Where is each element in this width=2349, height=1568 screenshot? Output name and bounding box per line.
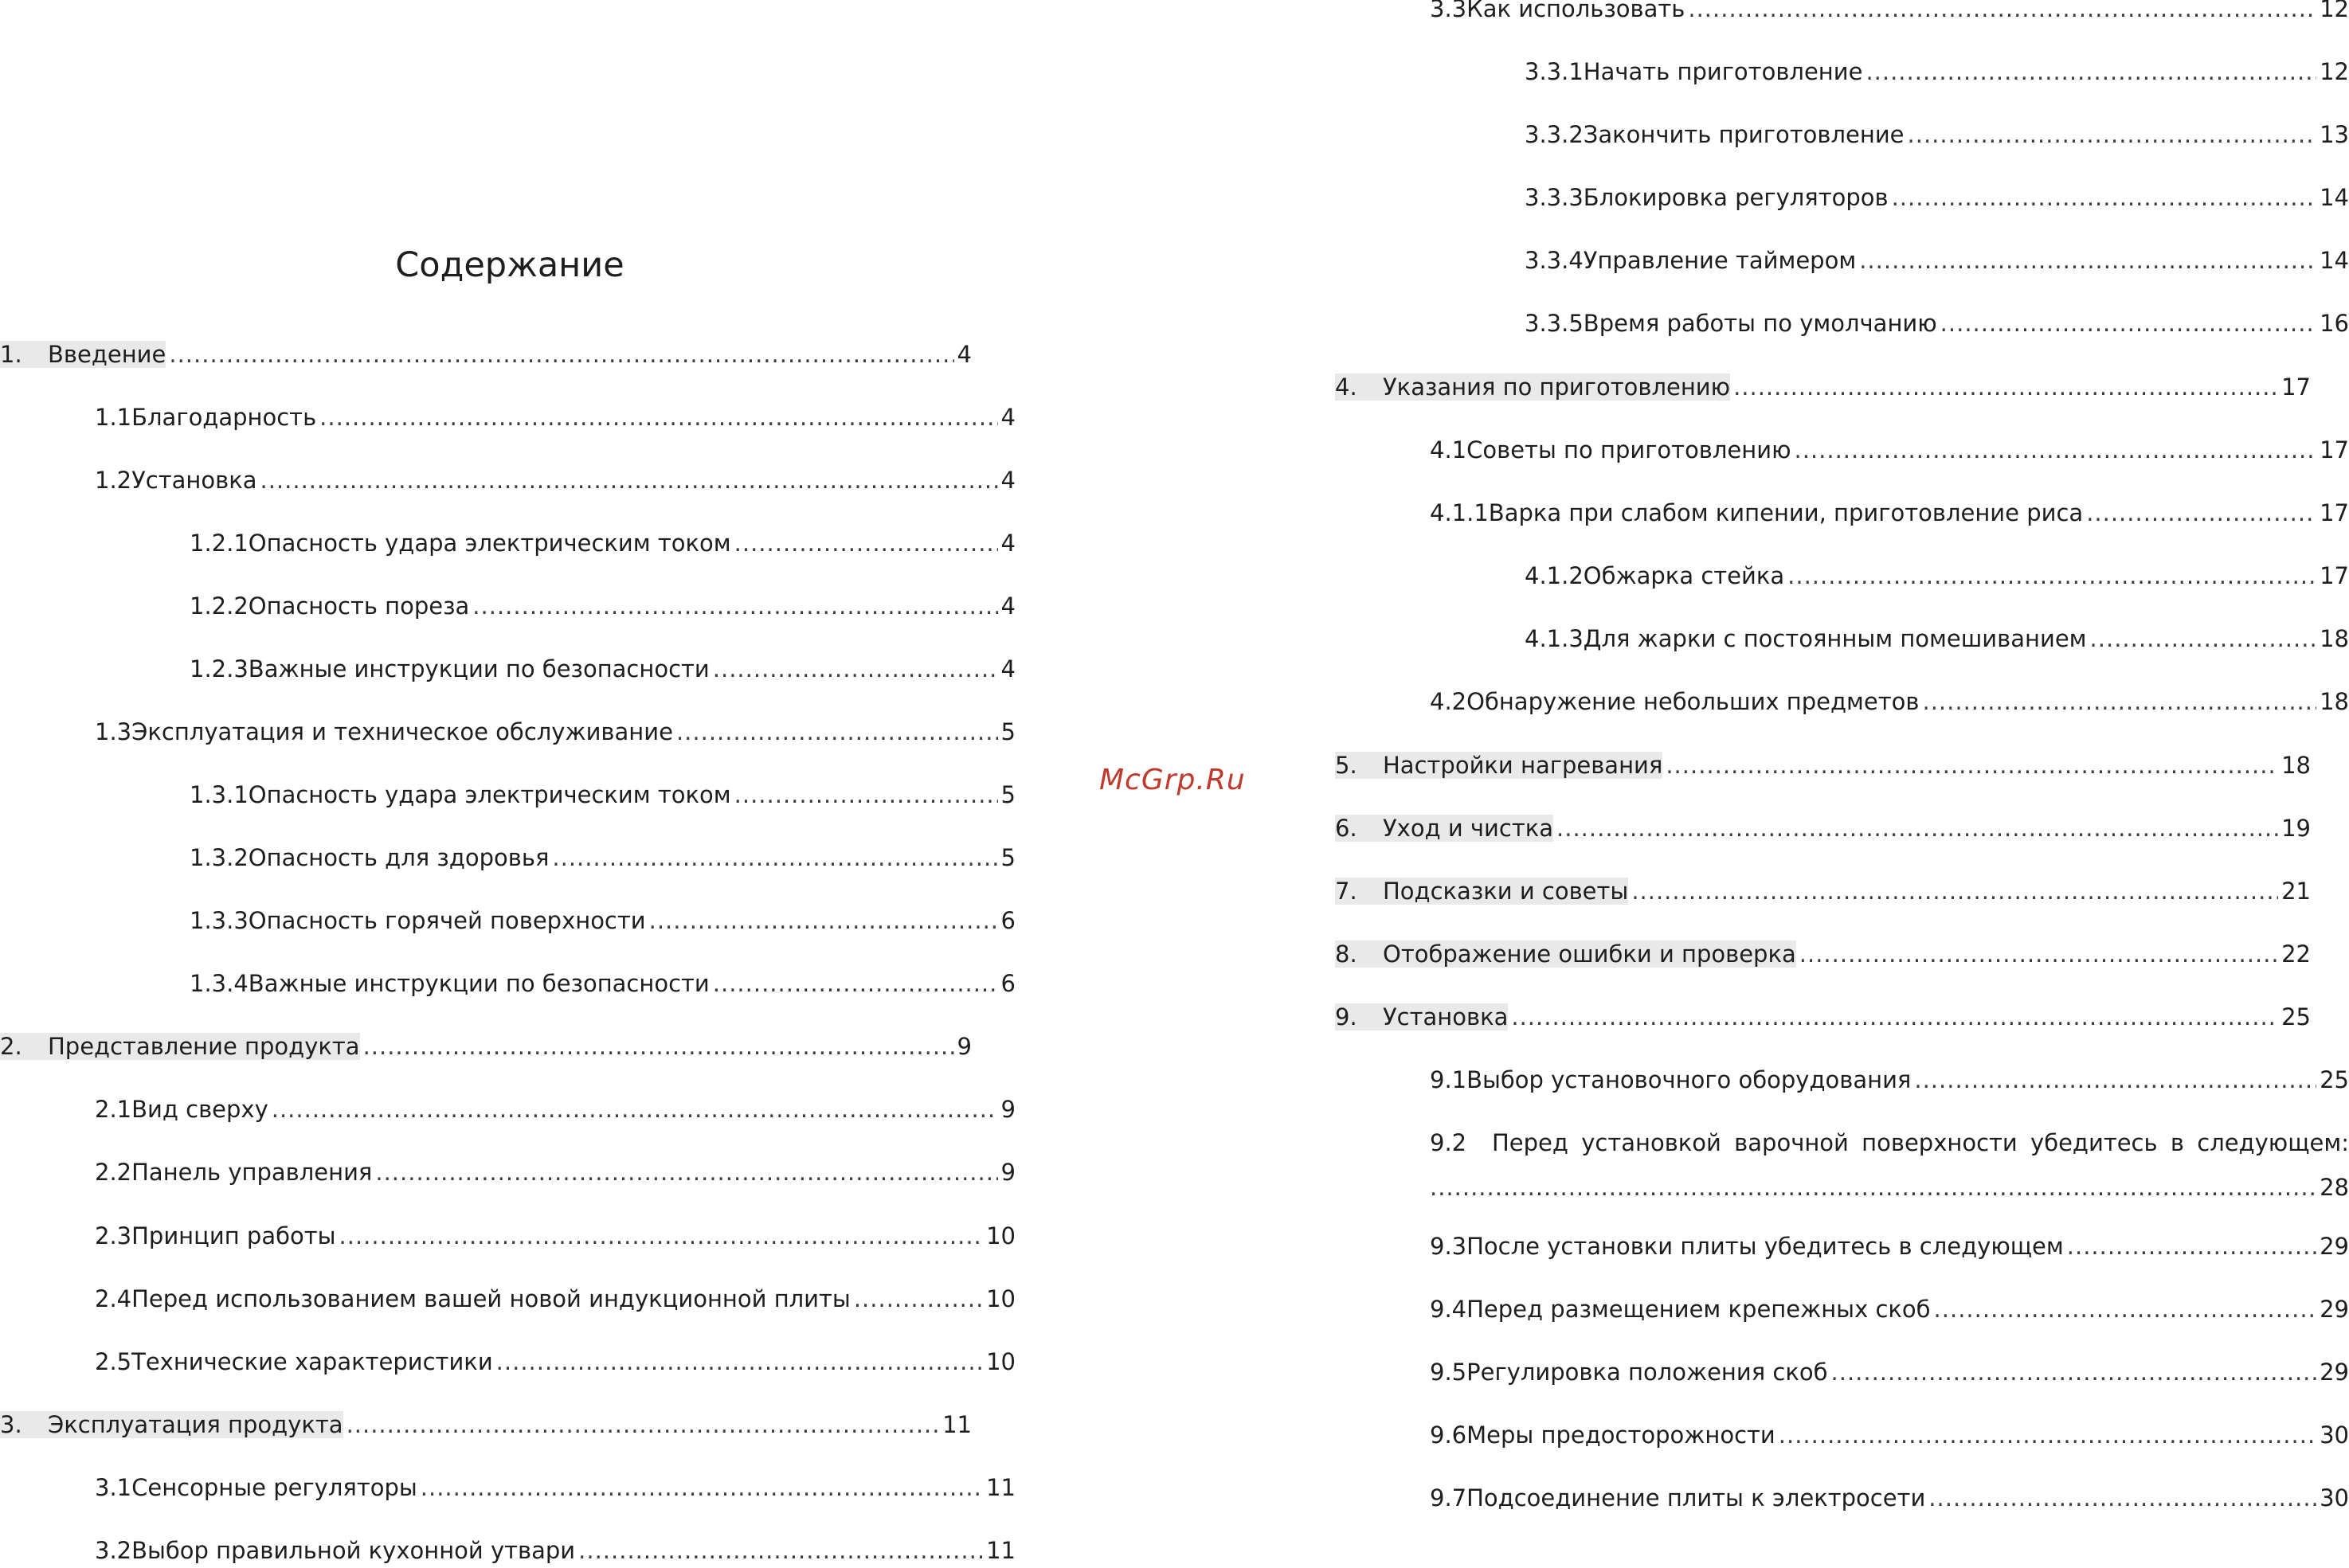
toc-number: 3.3.2 xyxy=(1525,121,1584,148)
toc-label: Панель управления xyxy=(131,1159,373,1186)
toc-page-number: 4 xyxy=(1000,655,1016,682)
toc-page-number: 30 xyxy=(2320,1421,2349,1449)
toc-page-number: 13 xyxy=(2320,121,2349,148)
toc-leader-dots xyxy=(1511,1003,2278,1030)
toc-entry[interactable] xyxy=(190,907,1016,934)
toc-leader-dots xyxy=(2090,625,2317,652)
toc-entry[interactable] xyxy=(1430,1233,2349,1260)
toc-entry-chapter[interactable] xyxy=(1335,1003,2311,1030)
toc-number: 2.3 xyxy=(95,1222,132,1249)
toc-number: 3.3.1 xyxy=(1525,58,1584,85)
toc-page-number: 5 xyxy=(1000,781,1016,808)
toc-leader-dots xyxy=(734,530,998,557)
page-title: Содержание xyxy=(395,245,624,285)
toc-number: 3.3.4 xyxy=(1525,247,1584,274)
toc-label: Вид сверху xyxy=(131,1096,268,1123)
toc-number: 9.3 xyxy=(1430,1233,1467,1260)
toc-entry-wrapped-first-line[interactable] xyxy=(1430,1129,2349,1156)
toc-number: 3.3.5 xyxy=(1525,310,1584,337)
toc-entry[interactable] xyxy=(95,1159,1016,1186)
toc-entry[interactable] xyxy=(95,404,1016,431)
toc-entry[interactable] xyxy=(1525,625,2349,652)
toc-label: Установка xyxy=(1383,1003,1509,1030)
toc-number: 3.2 xyxy=(95,1537,132,1564)
toc-number: 2.1 xyxy=(95,1096,132,1123)
toc-number: 1.2 xyxy=(95,467,132,494)
toc-page-number: 21 xyxy=(2281,878,2311,905)
toc-label: Начать приготовление xyxy=(1583,58,1863,85)
toc-entry-chapter[interactable] xyxy=(1335,940,2311,968)
toc-page-number: 16 xyxy=(2320,310,2349,337)
toc-leader-dots xyxy=(1923,688,2317,715)
toc-leader-dots xyxy=(713,655,998,682)
toc-entry[interactable] xyxy=(95,1348,1016,1375)
toc-label: Указания по приготовлению xyxy=(1383,373,1731,401)
toc-page-number: 19 xyxy=(2281,815,2311,842)
toc-leader-dots xyxy=(1940,310,2316,337)
toc-leader-dots xyxy=(1556,815,2278,842)
toc-label: Настройки нагревания xyxy=(1383,752,1663,779)
toc-number: 1. xyxy=(0,341,22,368)
toc-number: 7. xyxy=(1335,878,1357,905)
toc-leader-dots xyxy=(1795,436,2317,463)
toc-entry[interactable] xyxy=(1525,247,2349,274)
toc-leader-dots xyxy=(1430,1174,2316,1201)
toc-label: Сенсорные регуляторы xyxy=(131,1474,417,1501)
toc-page-number: 4 xyxy=(1000,592,1016,620)
toc-entry-chapter[interactable] xyxy=(1335,373,2311,401)
toc-page-number: 6 xyxy=(1000,907,1016,934)
toc-leader-dots xyxy=(496,1348,983,1375)
toc-number: 4.1.3 xyxy=(1525,625,1584,652)
toc-entry-chapter[interactable] xyxy=(0,341,972,368)
toc-label: Установка xyxy=(131,467,257,494)
toc-page-number: 11 xyxy=(986,1537,1016,1564)
toc-number: 2. xyxy=(0,1033,22,1060)
toc-number: 6. xyxy=(1335,815,1357,842)
toc-entry[interactable] xyxy=(190,655,1016,682)
toc-leader-dots xyxy=(552,844,997,871)
toc-number: 1.2.1 xyxy=(190,530,249,557)
toc-leader-dots xyxy=(2067,1233,2316,1260)
toc-leader-dots xyxy=(2086,499,2316,526)
toc-number: 9.6 xyxy=(1430,1421,1467,1449)
toc-number: 1.3 xyxy=(95,718,132,745)
toc-page-number: 9 xyxy=(1000,1096,1016,1123)
toc-leader-dots xyxy=(1865,58,2316,85)
toc-page-number: 14 xyxy=(2320,247,2349,274)
toc-leader-dots xyxy=(1934,1296,2317,1323)
toc-page-number: 29 xyxy=(2320,1233,2349,1260)
toc-label: Представление продукта xyxy=(48,1033,360,1060)
toc-leader-dots xyxy=(1928,1484,2316,1511)
toc-chapter-heading xyxy=(1335,752,1662,779)
toc-entry[interactable] xyxy=(190,781,1016,808)
toc-leader-dots xyxy=(169,341,953,368)
toc-entry[interactable] xyxy=(1430,0,2349,22)
toc-entry-chapter[interactable] xyxy=(1335,815,2311,842)
toc-entry[interactable] xyxy=(1525,121,2349,148)
toc-leader-dots xyxy=(1914,1066,2316,1093)
toc-number: 3. xyxy=(0,1411,22,1438)
toc-leader-dots xyxy=(1831,1359,2317,1386)
toc-number: 4.1 xyxy=(1430,436,1467,463)
toc-number: 1.2.3 xyxy=(190,655,249,682)
toc-number: 3.3.3 xyxy=(1525,184,1584,211)
toc-page-number: 4 xyxy=(1000,467,1016,494)
toc-number: 1.3.3 xyxy=(190,907,249,934)
toc-entry[interactable] xyxy=(190,844,1016,871)
toc-chapter-heading xyxy=(0,1411,343,1438)
toc-label: Опасность удара электрическим током xyxy=(248,781,731,808)
toc-page-number: 11 xyxy=(986,1474,1016,1501)
toc-entry-wrapped-second-line[interactable] xyxy=(1430,1174,2349,1201)
toc-page-number: 29 xyxy=(2320,1296,2349,1323)
toc-entry-chapter[interactable] xyxy=(1335,752,2311,779)
toc-label: После установки плиты убедитесь в следующем xyxy=(1466,1233,2064,1260)
toc-number: 8. xyxy=(1335,940,1357,968)
toc-leader-dots xyxy=(713,970,998,997)
toc-label: Важные инструкции по безопасности xyxy=(248,655,710,682)
toc-page-number: 10 xyxy=(986,1285,1016,1312)
toc-label: Эксплуатация продукта xyxy=(48,1411,343,1438)
toc-chapter-heading xyxy=(0,341,166,368)
toc-page-number: 10 xyxy=(986,1222,1016,1249)
toc-label: Эксплуатация и техническое обслуживание xyxy=(131,718,673,745)
toc-entry-chapter[interactable] xyxy=(0,1411,972,1438)
toc-entry[interactable] xyxy=(1430,436,2349,463)
toc-leader-dots xyxy=(1779,1421,2316,1449)
toc-label: Опасность удара электрическим током xyxy=(248,530,731,557)
toc-leader-dots xyxy=(260,467,998,494)
toc-entry[interactable] xyxy=(1430,688,2349,715)
toc-leader-dots xyxy=(578,1537,983,1564)
toc-page-number: 6 xyxy=(1000,970,1016,997)
toc-page-number: 17 xyxy=(2281,373,2311,401)
toc-label: Время работы по умолчанию xyxy=(1583,310,1937,337)
toc-number: 4.1.1 xyxy=(1430,499,1489,526)
toc-number: 9.2 xyxy=(1430,1129,1467,1156)
toc-number: 3.3 xyxy=(1430,0,1467,22)
toc-page-number: 17 xyxy=(2320,436,2349,463)
toc-label: Опасность пореза xyxy=(248,592,470,620)
toc-number: 4. xyxy=(1335,373,1357,401)
toc-page-number: 17 xyxy=(2320,499,2349,526)
toc-leader-dots xyxy=(1666,752,2278,779)
toc-leader-dots xyxy=(1892,184,2317,211)
toc-entry[interactable] xyxy=(95,1537,1016,1564)
toc-page-number: 12 xyxy=(2320,0,2349,22)
toc-page-number: 18 xyxy=(2281,752,2311,779)
toc-entry[interactable] xyxy=(1430,1359,2349,1386)
toc-label: Закончить приготовление xyxy=(1583,121,1905,148)
toc-page-number: 22 xyxy=(2281,940,2311,968)
toc-page-number: 18 xyxy=(2320,625,2349,652)
toc-leader-dots xyxy=(734,781,998,808)
toc-number: 1.3.4 xyxy=(190,970,249,997)
toc-chapter-heading xyxy=(1335,878,1628,905)
toc-entry[interactable] xyxy=(1525,184,2349,211)
toc-entry-chapter[interactable] xyxy=(0,1033,972,1060)
toc-label: Перед установкой варочной поверхности убедитесь в следующем: xyxy=(1492,1129,2349,1156)
toc-entry[interactable] xyxy=(1525,562,2349,589)
toc-label: Управление таймером xyxy=(1583,247,1857,274)
toc-page-number: 28 xyxy=(2320,1174,2349,1201)
toc-leader-dots xyxy=(272,1096,998,1123)
toc-entry[interactable] xyxy=(95,1096,1016,1123)
toc-label: Опасность горячей поверхности xyxy=(248,907,646,934)
toc-label: Выбор установочного оборудования xyxy=(1466,1066,1912,1093)
toc-entry[interactable] xyxy=(95,467,1016,494)
toc-entry[interactable] xyxy=(1525,58,2349,85)
toc-number: 1.3.1 xyxy=(190,781,249,808)
toc-left-column xyxy=(0,0,1016,1568)
toc-number: 4.1.2 xyxy=(1525,562,1584,589)
toc-leader-dots xyxy=(1688,0,2316,22)
toc-entry-chapter[interactable] xyxy=(1335,878,2311,905)
toc-entry[interactable] xyxy=(1430,1296,2349,1323)
toc-number: 1.2.2 xyxy=(190,592,249,620)
toc-label: Выбор правильной кухонной утвари xyxy=(131,1537,576,1564)
toc-page-number: 5 xyxy=(1000,718,1016,745)
toc-leader-dots xyxy=(1631,878,2278,905)
toc-label: Перед использованием вашей новой индукционной плиты xyxy=(131,1285,851,1312)
toc-label: Уход и чистка xyxy=(1383,815,1554,842)
toc-right-column xyxy=(1335,0,2349,1568)
toc-page-number: 4 xyxy=(1000,530,1016,557)
toc-number: 9.4 xyxy=(1430,1296,1467,1323)
toc-label: Введение xyxy=(48,341,166,368)
toc-number: 2.4 xyxy=(95,1285,132,1312)
toc-entry[interactable] xyxy=(190,592,1016,620)
toc-leader-dots xyxy=(363,1033,954,1060)
toc-label: Перед размещением крепежных скоб xyxy=(1466,1296,1931,1323)
toc-number: 2.2 xyxy=(95,1159,132,1186)
toc-entry[interactable] xyxy=(1430,499,2349,526)
toc-label: Обнаружение небольших предметов xyxy=(1466,688,1920,715)
toc-label: Опасность для здоровья xyxy=(248,844,550,871)
toc-leader-dots xyxy=(1859,247,2316,274)
toc-chapter-heading xyxy=(0,1033,360,1060)
toc-page-number: 25 xyxy=(2281,1003,2311,1030)
toc-entry[interactable] xyxy=(95,718,1016,745)
toc-entry[interactable] xyxy=(95,1285,1016,1312)
toc-label: Технические характеристики xyxy=(131,1348,493,1375)
toc-leader-dots xyxy=(421,1474,983,1501)
toc-page-number: 5 xyxy=(1000,844,1016,871)
toc-leader-dots xyxy=(1733,373,2278,401)
toc-leader-dots xyxy=(346,1411,940,1438)
toc-leader-dots xyxy=(649,907,998,934)
toc-page-number: 9 xyxy=(957,1033,972,1060)
toc-number: 1.3.2 xyxy=(190,844,249,871)
toc-entry[interactable] xyxy=(1525,310,2349,337)
toc-chapter-heading xyxy=(1335,1003,1508,1030)
toc-number: 9. xyxy=(1335,1003,1357,1030)
toc-number: 3.1 xyxy=(95,1474,132,1501)
toc-page-number: 4 xyxy=(1000,404,1016,431)
toc-label: Подсоединение плиты к электросети xyxy=(1466,1484,1926,1511)
toc-leader-dots xyxy=(1908,121,2317,148)
toc-page-number: 10 xyxy=(986,1348,1016,1375)
toc-label: Как использовать xyxy=(1466,0,1685,22)
toc-entry[interactable] xyxy=(1430,1484,2349,1511)
toc-label: Советы по приготовлению xyxy=(1466,436,1791,463)
toc-label: Меры предосторожности xyxy=(1466,1421,1775,1449)
toc-page-number: 14 xyxy=(2320,184,2349,211)
watermark-text: McGrp.Ru xyxy=(1099,764,1246,796)
toc-number: 1.1 xyxy=(95,404,132,431)
toc-label: Обжарка стейка xyxy=(1583,562,1785,589)
toc-chapter-heading xyxy=(1335,373,1730,401)
toc-leader-dots xyxy=(339,1222,984,1249)
toc-chapter-heading xyxy=(1335,815,1553,842)
toc-leader-dots xyxy=(854,1285,983,1312)
toc-page-number: 29 xyxy=(2320,1359,2349,1386)
toc-leader-dots xyxy=(1799,940,2278,968)
toc-label: Важные инструкции по безопасности xyxy=(248,970,710,997)
toc-label: Регулировка положения скоб xyxy=(1466,1359,1828,1386)
toc-entry[interactable] xyxy=(1430,1421,2349,1449)
toc-number: 2.5 xyxy=(95,1348,132,1375)
toc-entry[interactable] xyxy=(95,1474,1016,1501)
toc-label: Для жарки с постоянным помешиванием xyxy=(1583,625,2087,652)
toc-page-number: 17 xyxy=(2320,562,2349,589)
toc-label: Отображение ошибки и проверка xyxy=(1383,940,1796,968)
toc-entry[interactable] xyxy=(95,1222,1016,1249)
toc-leader-dots xyxy=(472,592,997,620)
toc-page-number: 12 xyxy=(2320,58,2349,85)
toc-label: Благодарность xyxy=(131,404,317,431)
toc-number: 5. xyxy=(1335,752,1357,779)
toc-leader-dots xyxy=(1787,562,2316,589)
toc-number: 9.7 xyxy=(1430,1484,1467,1511)
toc-label: Варка при слабом кипении, приготовление риса xyxy=(1488,499,2084,526)
toc-number: 9.1 xyxy=(1430,1066,1467,1093)
toc-leader-dots xyxy=(375,1159,997,1186)
toc-page-number: 25 xyxy=(2320,1066,2349,1093)
toc-label: Подсказки и советы xyxy=(1383,878,1629,905)
toc-page-number: 18 xyxy=(2320,688,2349,715)
toc-entry[interactable] xyxy=(1430,1066,2349,1093)
toc-label: Блокировка регуляторов xyxy=(1583,184,1889,211)
toc-number: 9.5 xyxy=(1430,1359,1467,1386)
toc-leader-dots xyxy=(319,404,997,431)
toc-leader-dots xyxy=(676,718,998,745)
toc-entry[interactable] xyxy=(190,530,1016,557)
toc-page-number: 4 xyxy=(957,341,972,368)
toc-page-number: 30 xyxy=(2320,1484,2349,1511)
toc-page-number: 9 xyxy=(1000,1159,1016,1186)
toc-number: 4.2 xyxy=(1430,688,1467,715)
toc-chapter-heading xyxy=(1335,940,1796,968)
toc-label: Принцип работы xyxy=(131,1222,336,1249)
toc-page-number: 11 xyxy=(942,1411,972,1438)
toc-entry[interactable] xyxy=(190,970,1016,997)
